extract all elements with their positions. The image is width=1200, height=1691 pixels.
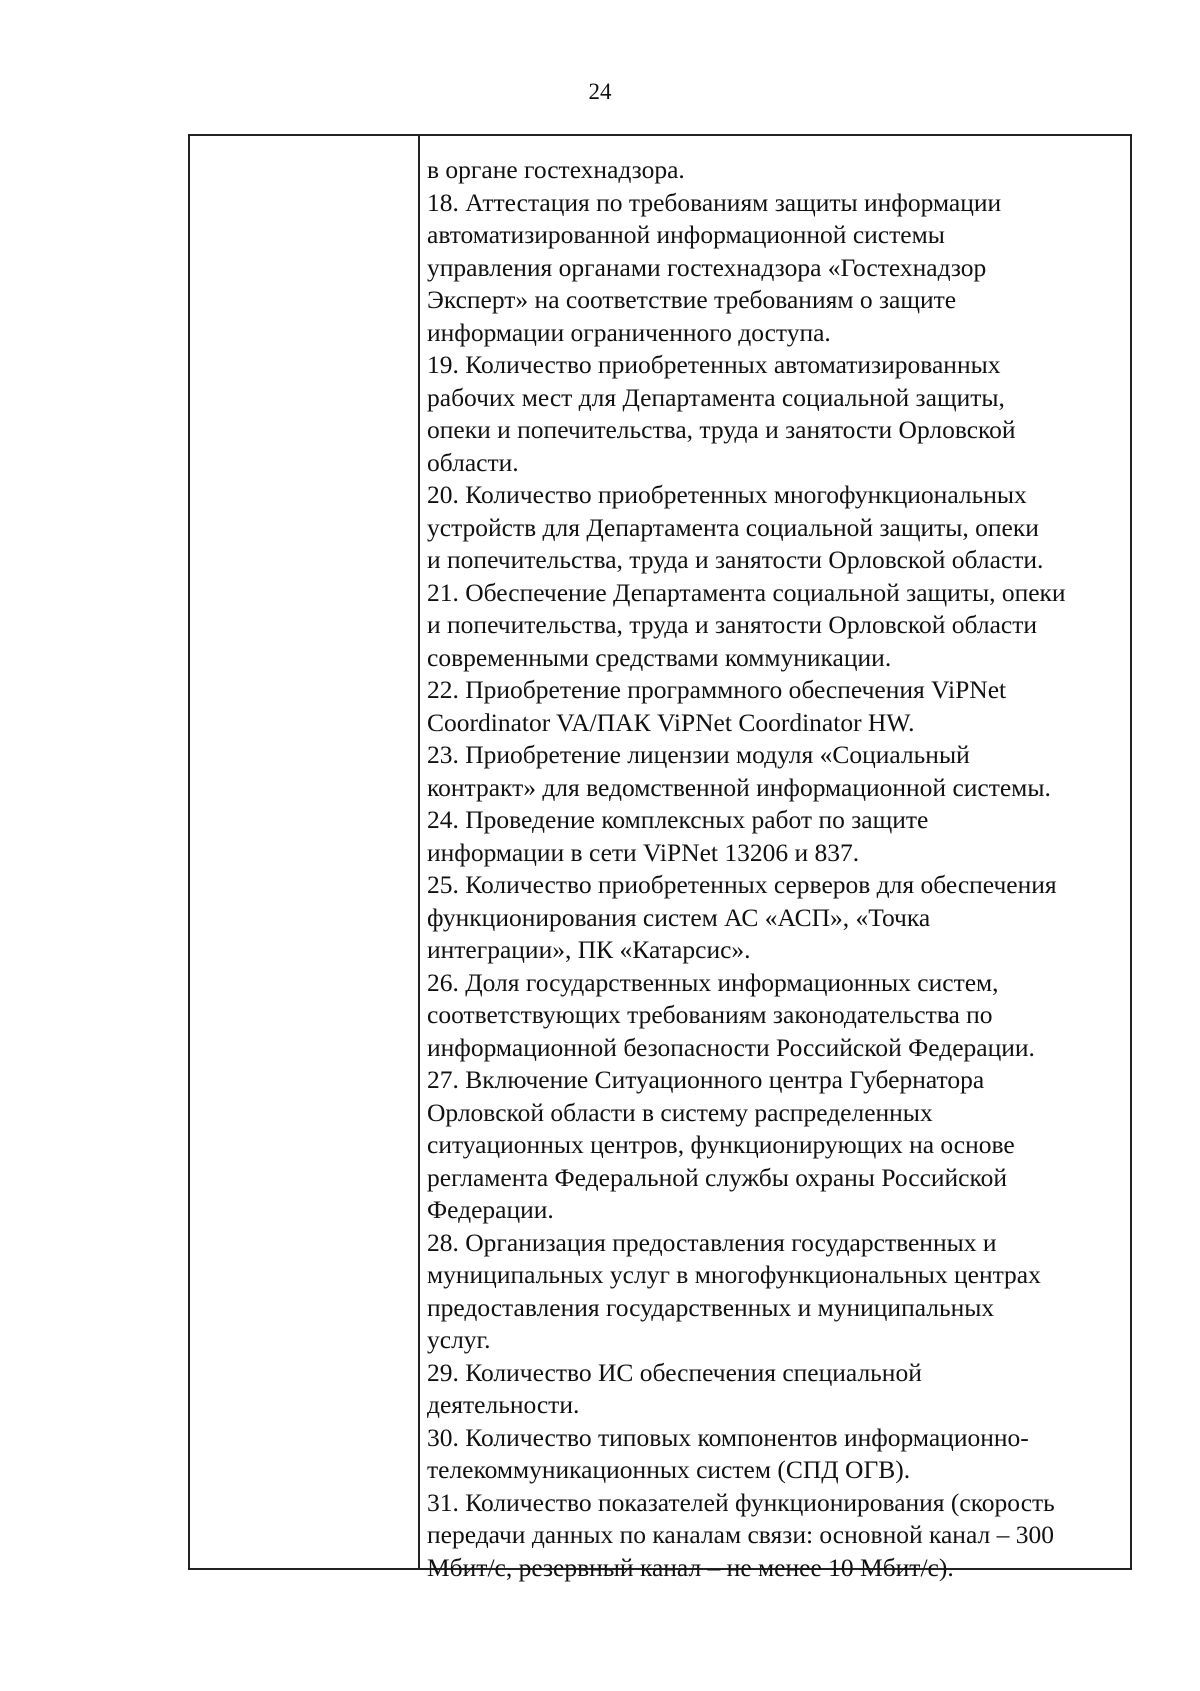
text-line: автоматизированной информационной системы (427, 220, 945, 249)
text-line: 30. Количество типовых компонентов информационно- (427, 1422, 1029, 1452)
text-line: области. (427, 447, 519, 477)
text-line: услуг. (427, 1325, 491, 1354)
text-line: соответствующих требованиям законодательства по (427, 1000, 993, 1029)
text-line: Федерации. (427, 1195, 554, 1224)
text-line: деятельности. (427, 1390, 580, 1419)
text-line: 28. Организация предоставления государственных и (427, 1227, 997, 1257)
text-line: предоставления государственных и муниципальных (427, 1292, 995, 1322)
indicator-table (188, 134, 1132, 1582)
text-line: 29. Количество ИС обеспечения специальной (427, 1357, 922, 1387)
text-line: телекоммуникационных систем (СПД ОГВ). (427, 1455, 911, 1484)
text-line: функционирования систем АС «АСП», «Точка (427, 902, 931, 932)
text-line: 20. Количество приобретенных многофункциональных (427, 480, 1027, 509)
table-right-column (420, 136, 1130, 1582)
text-line: муниципальных услуг в многофункциональных центрах (427, 1260, 1041, 1289)
text-line: современными средствами коммуникации. (427, 642, 892, 672)
text-line: 27. Включение Ситуационного центра Губернатора (427, 1065, 985, 1094)
text-line: 23. Приобретение лицензии модуля «Социальный (427, 740, 970, 769)
text-line: интеграции», ПК «Катарсис». (427, 935, 751, 964)
text-line: Coordinator VA/ПАК ViPNet Coordinator HW. (427, 707, 915, 737)
text-line: регламента Федеральной службы охраны Российской (427, 1162, 1007, 1192)
text-line: устройств для Департамента социальной защиты, опеки (427, 512, 1039, 542)
text-line: контракт» для ведомственной информационной системы. (427, 772, 1051, 802)
table-left-column (190, 136, 420, 1568)
text-line: информационной безопасности Российской Федерации. (427, 1032, 1035, 1062)
text-line: Орловской области в систему распределенных (427, 1097, 933, 1127)
text-line: в органе гостехнадзора. (427, 155, 685, 184)
text-line: 21. Обеспечение Департамента социальной защиты, опеки (427, 577, 1066, 607)
text-line: управления органами гостехнадзора «Гостехнадзор (427, 252, 987, 282)
text-line: 18. Аттестация по требованиям защиты информации (427, 187, 1002, 217)
text-line: Мбит/с, резервный канал – не менее 10 Мбит/с). (427, 1552, 954, 1582)
text-line: Эксперт» на соответствие требованиям о защите (427, 285, 957, 314)
text-line: рабочих мест для Департамента социальной защиты, (427, 382, 1005, 412)
text-line: опеки и попечительства, труда и занятости Орловской (427, 415, 1016, 444)
text-line: 25. Количество приобретенных серверов для обеспечения (427, 870, 1057, 899)
text-line: передачи данных по каналам связи: основной канал – 300 (427, 1520, 1054, 1549)
text-line: информации ограниченного доступа. (427, 317, 831, 347)
text-line: 19. Количество приобретенных автоматизированных (427, 350, 1001, 379)
text-line: информации в сети ViPNet 13206 и 837. (427, 837, 860, 867)
text-line: и попечительства, труда и занятости Орловской области. (427, 545, 1044, 574)
text-line: и попечительства, труда и занятости Орловской области (427, 610, 1038, 639)
text-line: ситуационных центров, функционирующих на основе (427, 1130, 1015, 1159)
text-line: 24. Проведение комплексных работ по защите (427, 805, 929, 834)
indicator-list (427, 154, 1124, 1584)
text-line: 22. Приобретение программного обеспечения ViPNet (427, 675, 1007, 704)
page-number: 24 (588, 79, 612, 104)
text-line: 26. Доля государственных информационных систем, (427, 967, 999, 997)
text-line: 31. Количество показателей функционирования (скорость (427, 1487, 1055, 1517)
